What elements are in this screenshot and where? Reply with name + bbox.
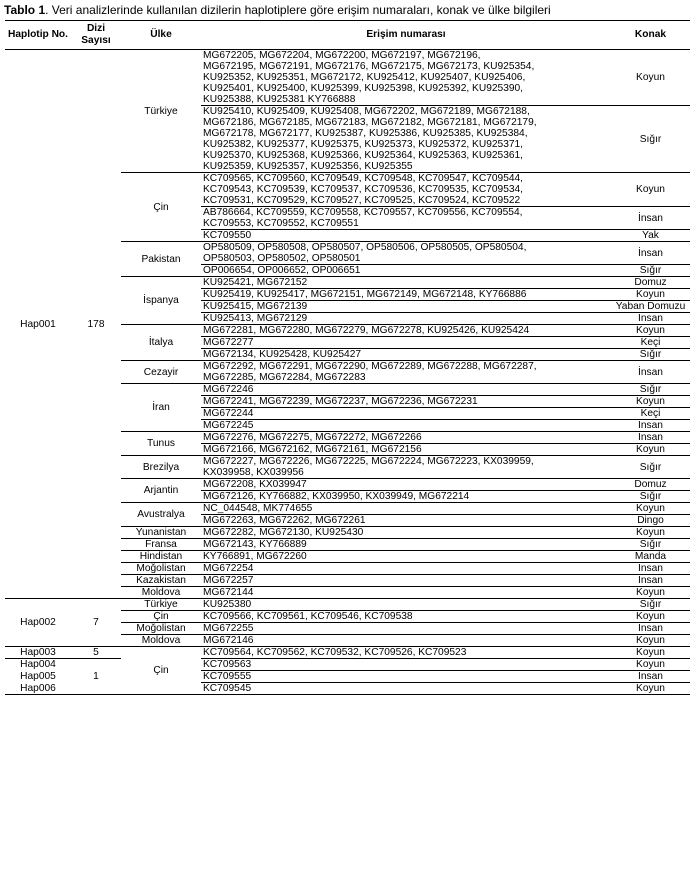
host-cell: Sığır [611,265,690,277]
accession-line: KU925401, KU925400, KU925399, KU925398, KU925392, KU925390, [203,83,524,94]
accession-line: MG672282, MG672130, KU925430 [203,527,364,538]
accession-line: MG672134, KU925428, KU925427 [203,349,362,360]
host-cell: Keçi [611,337,690,349]
accession-line: KC709531, KC709529, KC709527, KC709525, KC709524, KC709522 [203,195,521,206]
accession-line: KC709545 [203,683,252,694]
haplotype-cell: Hap002 [5,599,71,647]
accession-line: MG672143, KY766889 [203,539,307,550]
accession-cell [201,503,611,515]
header-haplotype: Haplotip No. [5,21,71,50]
table-body [5,50,690,695]
count-cell: 178 [71,50,121,599]
host-cell: Sığır [611,106,690,173]
country-cell: Brezilya [121,456,201,479]
accession-cell [201,207,611,230]
table-row [5,659,690,671]
accession-line: KU925388, KU925381 KY766888 [203,94,356,105]
accession-cell [201,647,611,659]
accession-line: MG672246 [203,384,254,395]
accession-cell [201,432,611,444]
country-cell: Moğolistan [121,563,201,575]
accession-cell [201,551,611,563]
accession-line: MG672254 [203,563,254,574]
accession-cell [201,611,611,623]
accession-cell [201,313,611,325]
host-cell: Koyun [611,683,690,695]
accession-cell [201,599,611,611]
accession-cell [201,623,611,635]
host-cell: Yak [611,230,690,242]
accession-cell [201,384,611,396]
caption-text: . Veri analizlerinde kullanılan dizilerin haplotiplere göre erişim numaraları, konak ve ülke bilgileri [45,3,551,17]
accession-line: KU925352, KU925351, MG672172, KU925412, KU925407, KU925406, [203,72,526,83]
accession-cell [201,408,611,420]
header-accession: Erişim numarası [201,21,611,50]
haplotype-cell: Hap006 [5,683,71,695]
haplotype-cell: Hap001 [5,50,71,599]
host-cell: İnsan [611,420,690,432]
haplotype-cell: Hap004 [20,659,56,671]
accession-line: MG672263, MG672262, MG672261 [203,515,366,526]
accession-cell [201,230,611,242]
header-host: Konak [611,21,690,50]
country-cell: Moldova [121,587,201,599]
accession-line: MG672285, MG672284, MG672283 [203,372,366,383]
accession-line: OP580503, OP580502, OP580501 [203,253,361,264]
country-cell: Türkiye [121,50,201,173]
accession-cell [201,325,611,337]
country-cell: İtalya [121,325,201,361]
host-cell: Koyun [611,325,690,337]
accession-line: MG672146 [203,635,254,646]
accession-cell [201,539,611,551]
accession-cell [201,491,611,503]
accession-line: KC709565, KC709560, KC709549, KC709548, KC709547, KC709544, [203,173,524,184]
accession-cell [201,50,611,106]
accession-cell [201,349,611,361]
accession-cell [201,301,611,313]
accession-line: KC709550 [203,230,252,241]
host-cell: Koyun [611,587,690,599]
host-cell: Manda [611,551,690,563]
country-cell: Hindistan [121,551,201,563]
accession-cell [201,337,611,349]
accession-line: KC709566, KC709561, KC709546, KC709538 [203,611,413,622]
country-cell: Avustralya [121,503,201,527]
country-cell: Kazakistan [121,575,201,587]
country-cell: Fransa [121,539,201,551]
accession-cell [201,515,611,527]
accession-line: MG672257 [203,575,254,586]
country-cell: Çin [121,647,201,695]
accession-line: MG672245 [203,420,254,431]
accession-line: KU925413, MG672129 [203,313,308,324]
accession-line: KU925380 [203,599,252,610]
accession-line: MG672166, MG672162, MG672161, MG672156 [203,444,422,455]
accession-line: MG672178, MG672177, KU925387, KU925386, KU925385, KU925384, [203,128,528,139]
accession-line: MG672144 [203,587,254,598]
accession-line: OP580509, OP580508, OP580507, OP580506, OP580505, OP580504, [203,242,527,253]
accession-cell [201,527,611,539]
accession-cell [201,671,611,683]
country-cell: İspanya [121,277,201,325]
host-cell: Keçi [611,408,690,420]
haplotype-cell: Hap005 [20,671,56,682]
country-cell: Moldova [121,635,201,647]
host-cell: Dingo [611,515,690,527]
accession-line: KU925415, MG672139 [203,301,308,312]
host-cell: Sığır [611,456,690,479]
host-cell: Sığır [611,491,690,503]
accession-cell [201,683,611,695]
caption-label: Tablo 1 [4,3,46,17]
accession-cell [201,361,611,384]
accession-cell [201,479,611,491]
accession-line: KX039958, KX039956 [203,467,304,478]
country-cell: Arjantin [121,479,201,503]
country-cell: Cezayir [121,361,201,384]
accession-line: MG672277 [203,337,254,348]
host-cell: İnsan [611,575,690,587]
accession-line: AB786664, KC709559, KC709558, KC709557, KC709556, KC709554, [203,207,523,218]
accession-line: KU925421, MG672152 [203,277,308,288]
country-cell: Yunanistan [121,527,201,539]
header-country: Ülke [121,21,201,50]
accession-line: MG672255 [203,623,254,634]
accession-line: KU925419, KU925417, MG672151, MG672149, MG672148, KY766886 [203,289,527,300]
count-cell: 5 [71,647,121,659]
accession-line: KU925359, KU925357, KU925356, KU925355 [203,161,413,172]
host-cell: İnsan [611,432,690,444]
host-cell: Koyun [611,50,690,106]
host-cell: Sığır [611,384,690,396]
country-cell: İran [121,384,201,432]
accession-cell [201,563,611,575]
accession-line: MG672208, KX039947 [203,479,307,490]
accession-cell [201,444,611,456]
country-cell: Türkiye [121,599,201,611]
accession-line: KC709553, KC709552, KC709551 [203,218,359,229]
host-cell: İnsan [611,361,690,384]
table-caption [4,3,551,17]
haplotype-cell: Hap003 [5,647,71,659]
accession-line: MG672281, MG672280, MG672279, MG672278, KU925426, KU925424 [203,325,530,336]
accession-line: KC709543, KC709539, KC709537, KC709536, KC709535, KC709534, [203,184,524,195]
accession-cell [201,277,611,289]
accession-line: KC709555 [203,671,252,682]
host-cell: Koyun [611,647,690,659]
country-cell: Çin [121,611,201,623]
host-cell: İnsan [611,563,690,575]
accession-line: OP006654, OP006652, OP006651 [203,265,361,276]
accession-line: KU925370, KU925368, KU925366, KU925364, KU925363, KU925361, [203,150,524,161]
accession-line: MG672195, MG672191, MG672176, MG672175, MG672173, KU925354, [203,61,535,72]
country-cell: Moğolistan [121,623,201,635]
accession-cell [201,396,611,408]
accession-line: KC709564, KC709562, KC709532, KC709526, KC709523 [203,647,467,658]
host-cell: İnsan [611,671,690,683]
accession-line: MG672227, MG672226, MG672225, MG672224, MG672223, KX039959, [203,456,534,467]
host-cell: Koyun [611,635,690,647]
accession-line: MG672244 [203,408,254,419]
host-cell: Yaban Domuzu [611,301,690,313]
host-cell: Koyun [611,173,690,207]
host-cell: Koyun [611,289,690,301]
accession-cell [201,635,611,647]
host-cell: Koyun [611,396,690,408]
host-cell: Koyun [611,611,690,623]
accession-cell [201,265,611,277]
accession-line: MG672186, MG672185, MG672183, MG672182, MG672181, MG672179, [203,117,537,128]
host-cell: İnsan [611,623,690,635]
accession-cell [201,659,611,671]
count-cell: 7 [71,599,121,647]
host-cell: Koyun [611,659,690,671]
accession-line: KC709563 [203,659,252,670]
accession-line: MG672205, MG672204, MG672200, MG672197, MG672196, [203,50,481,61]
accession-cell [201,587,611,599]
country-cell: Çin [121,173,201,242]
count-cell: 1 [71,659,121,695]
host-cell: Koyun [611,527,690,539]
accession-cell [201,106,611,173]
accession-cell [201,420,611,432]
host-cell: Koyun [611,444,690,456]
host-cell: Sığır [611,349,690,361]
header-count: Dizi Sayısı [71,21,121,50]
host-cell: Sığır [611,539,690,551]
host-cell: Sığır [611,599,690,611]
host-cell: İnsan [611,242,690,265]
accession-line: KY766891, MG672260 [203,551,307,562]
table-row [5,50,690,106]
host-cell: Domuz [611,479,690,491]
accession-line: KU925410, KU925409, KU925408, MG672202, MG672189, MG672188, [203,106,530,117]
host-cell: Domuz [611,277,690,289]
accession-line: MG672276, MG672275, MG672272, MG672266 [203,432,422,443]
accession-cell [201,456,611,479]
accession-line: MG672126, KY766882, KX039950, KX039949, MG672214 [203,491,470,502]
accession-line: KU925382, KU925377, KU925375, KU925373, KU925372, KU925371, [203,139,524,150]
accession-cell [201,242,611,265]
accession-line: MG672292, MG672291, MG672290, MG672289, MG672288, MG672287, [203,361,537,372]
host-cell: İnsan [611,207,690,230]
host-cell: İnsan [611,313,690,325]
accession-line: NC_044548, MK774655 [203,503,313,514]
accession-line: MG672241, MG672239, MG672237, MG672236, MG672231 [203,396,478,407]
country-cell: Pakistan [121,242,201,277]
haplotype-table [5,20,690,695]
host-cell: Koyun [611,503,690,515]
table-row [5,599,690,611]
accession-cell [201,173,611,207]
table-row [5,647,690,659]
header-row [5,21,690,50]
accession-cell [201,575,611,587]
accession-cell [201,289,611,301]
country-cell: Tunus [121,432,201,456]
